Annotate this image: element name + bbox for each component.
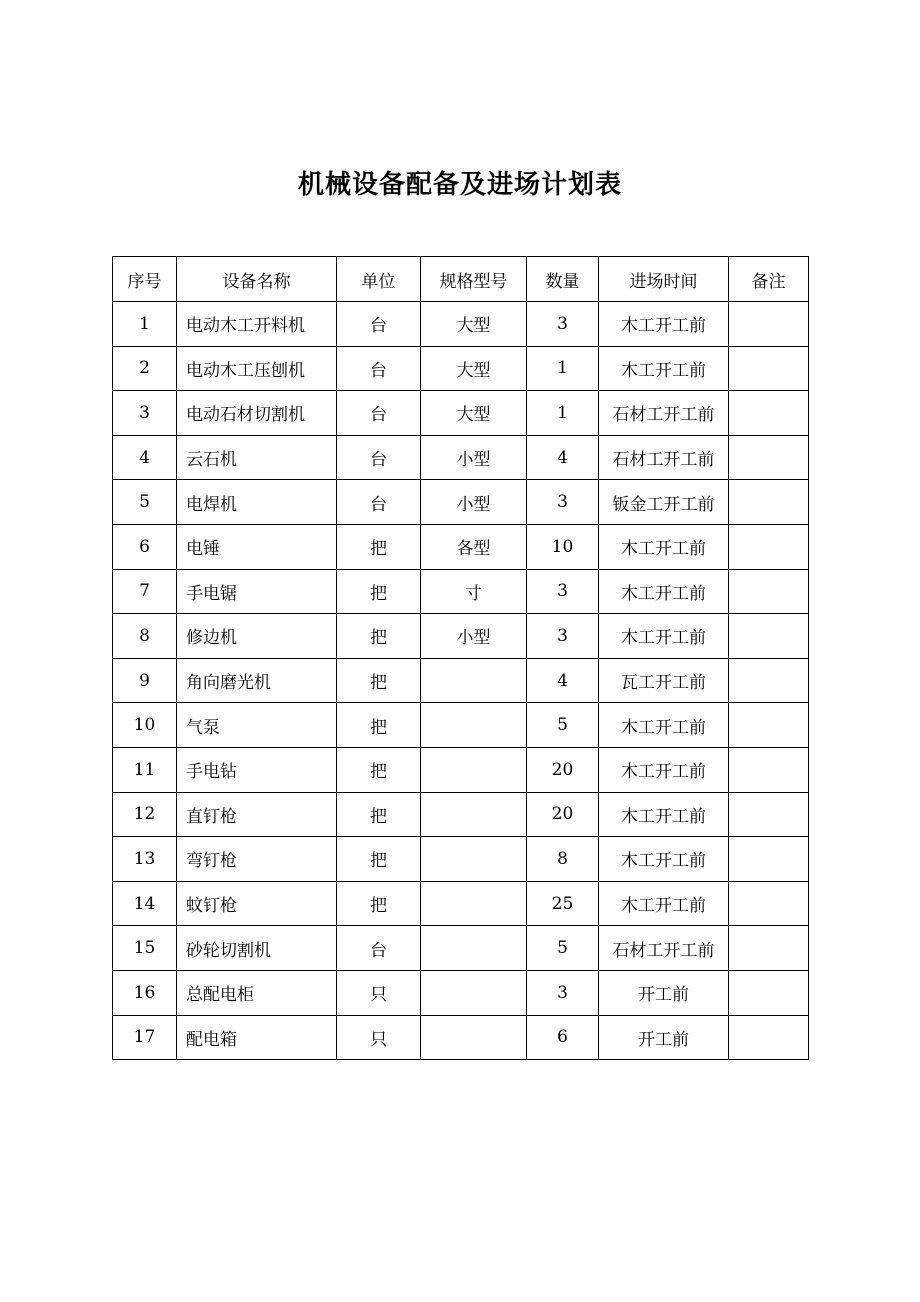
cell-equipment-name: 电锤 — [177, 524, 337, 569]
cell-quantity: 5 — [527, 926, 599, 971]
table-row — [113, 837, 809, 882]
cell-quantity: 3 — [527, 569, 599, 614]
equipment-table — [112, 256, 809, 1060]
cell-note — [729, 302, 809, 347]
cell-quantity: 5 — [527, 703, 599, 748]
cell-arrival-time: 木工开工前 — [599, 302, 729, 347]
cell-arrival-time: 木工开工前 — [599, 614, 729, 659]
cell-equipment-name: 蚊钉枪 — [177, 881, 337, 926]
table-header-row — [113, 257, 809, 302]
cell-quantity: 6 — [527, 1015, 599, 1060]
cell-unit: 把 — [337, 614, 421, 659]
cell-note — [729, 1015, 809, 1060]
cell-quantity: 3 — [527, 614, 599, 659]
cell-no: 1 — [113, 302, 177, 347]
header-time: 进场时间 — [599, 257, 729, 302]
cell-no: 16 — [113, 970, 177, 1015]
cell-quantity: 3 — [527, 302, 599, 347]
cell-quantity: 4 — [527, 435, 599, 480]
cell-quantity: 3 — [527, 970, 599, 1015]
cell-note — [729, 837, 809, 882]
cell-arrival-time: 开工前 — [599, 1015, 729, 1060]
cell-note — [729, 614, 809, 659]
cell-quantity: 4 — [527, 658, 599, 703]
table-row — [113, 747, 809, 792]
cell-unit: 把 — [337, 703, 421, 748]
cell-note — [729, 703, 809, 748]
header-name: 设备名称 — [177, 257, 337, 302]
cell-no: 10 — [113, 703, 177, 748]
cell-unit: 把 — [337, 524, 421, 569]
table-row — [113, 970, 809, 1015]
table-row — [113, 302, 809, 347]
cell-equipment-name: 电焊机 — [177, 480, 337, 525]
cell-spec: 大型 — [421, 302, 527, 347]
cell-unit: 把 — [337, 837, 421, 882]
cell-note — [729, 970, 809, 1015]
cell-unit: 把 — [337, 792, 421, 837]
cell-unit: 台 — [337, 480, 421, 525]
table-row — [113, 1015, 809, 1060]
cell-quantity: 10 — [527, 524, 599, 569]
cell-quantity: 3 — [527, 480, 599, 525]
header-no: 序号 — [113, 257, 177, 302]
cell-arrival-time: 木工开工前 — [599, 792, 729, 837]
table-row — [113, 569, 809, 614]
cell-unit: 台 — [337, 302, 421, 347]
cell-spec: 各型 — [421, 524, 527, 569]
cell-no: 7 — [113, 569, 177, 614]
cell-quantity: 25 — [527, 881, 599, 926]
cell-unit: 只 — [337, 970, 421, 1015]
cell-spec: 大型 — [421, 346, 527, 391]
cell-spec — [421, 970, 527, 1015]
table-row — [113, 346, 809, 391]
cell-arrival-time: 木工开工前 — [599, 569, 729, 614]
cell-unit: 把 — [337, 658, 421, 703]
cell-note — [729, 658, 809, 703]
cell-unit: 台 — [337, 435, 421, 480]
cell-quantity: 20 — [527, 747, 599, 792]
table-row — [113, 926, 809, 971]
header-spec: 规格型号 — [421, 257, 527, 302]
cell-no: 15 — [113, 926, 177, 971]
cell-quantity: 1 — [527, 391, 599, 436]
cell-unit: 台 — [337, 391, 421, 436]
table-row — [113, 480, 809, 525]
cell-no: 13 — [113, 837, 177, 882]
cell-no: 6 — [113, 524, 177, 569]
cell-unit: 把 — [337, 569, 421, 614]
cell-spec — [421, 837, 527, 882]
cell-no: 9 — [113, 658, 177, 703]
cell-spec — [421, 747, 527, 792]
cell-equipment-name: 角向磨光机 — [177, 658, 337, 703]
cell-arrival-time: 石材工开工前 — [599, 435, 729, 480]
cell-spec: 小型 — [421, 480, 527, 525]
cell-equipment-name: 弯钉枪 — [177, 837, 337, 882]
table-row — [113, 524, 809, 569]
cell-spec — [421, 926, 527, 971]
page-title: 机械设备配备及进场计划表 — [297, 170, 622, 200]
cell-spec: 大型 — [421, 391, 527, 436]
cell-note — [729, 524, 809, 569]
cell-arrival-time: 钣金工开工前 — [599, 480, 729, 525]
cell-quantity: 20 — [527, 792, 599, 837]
cell-unit: 把 — [337, 747, 421, 792]
cell-spec: 小型 — [421, 435, 527, 480]
cell-spec — [421, 881, 527, 926]
cell-equipment-name: 修边机 — [177, 614, 337, 659]
table-body — [113, 302, 809, 1060]
cell-equipment-name: 手电钻 — [177, 747, 337, 792]
cell-equipment-name: 电动木工压刨机 — [177, 346, 337, 391]
cell-no: 5 — [113, 480, 177, 525]
table-row — [113, 435, 809, 480]
cell-unit: 把 — [337, 881, 421, 926]
table-row — [113, 703, 809, 748]
cell-quantity: 1 — [527, 346, 599, 391]
cell-arrival-time: 石材工开工前 — [599, 391, 729, 436]
cell-no: 11 — [113, 747, 177, 792]
cell-equipment-name: 总配电柜 — [177, 970, 337, 1015]
cell-note — [729, 480, 809, 525]
table-row — [113, 391, 809, 436]
cell-note — [729, 435, 809, 480]
table-row — [113, 792, 809, 837]
cell-note — [729, 391, 809, 436]
cell-arrival-time: 瓦工开工前 — [599, 658, 729, 703]
cell-spec: 小型 — [421, 614, 527, 659]
cell-no: 14 — [113, 881, 177, 926]
header-qty: 数量 — [527, 257, 599, 302]
cell-equipment-name: 电动木工开料机 — [177, 302, 337, 347]
cell-note — [729, 926, 809, 971]
cell-spec — [421, 703, 527, 748]
cell-equipment-name: 砂轮切割机 — [177, 926, 337, 971]
cell-arrival-time: 木工开工前 — [599, 881, 729, 926]
cell-arrival-time: 木工开工前 — [599, 747, 729, 792]
cell-no: 12 — [113, 792, 177, 837]
cell-arrival-time: 木工开工前 — [599, 524, 729, 569]
cell-equipment-name: 气泵 — [177, 703, 337, 748]
cell-no: 8 — [113, 614, 177, 659]
header-note: 备注 — [729, 257, 809, 302]
cell-arrival-time: 石材工开工前 — [599, 926, 729, 971]
cell-arrival-time: 木工开工前 — [599, 837, 729, 882]
table-row — [113, 614, 809, 659]
cell-no: 17 — [113, 1015, 177, 1060]
cell-note — [729, 346, 809, 391]
cell-no: 3 — [113, 391, 177, 436]
cell-arrival-time: 开工前 — [599, 970, 729, 1015]
cell-unit: 只 — [337, 1015, 421, 1060]
cell-equipment-name: 直钉枪 — [177, 792, 337, 837]
cell-spec — [421, 1015, 527, 1060]
cell-unit: 台 — [337, 346, 421, 391]
cell-note — [729, 881, 809, 926]
header-unit: 单位 — [337, 257, 421, 302]
cell-note — [729, 792, 809, 837]
cell-spec: 寸 — [421, 569, 527, 614]
cell-arrival-time: 木工开工前 — [599, 346, 729, 391]
cell-spec — [421, 658, 527, 703]
table-row — [113, 658, 809, 703]
cell-equipment-name: 电动石材切割机 — [177, 391, 337, 436]
cell-note — [729, 569, 809, 614]
cell-spec — [421, 792, 527, 837]
cell-note — [729, 747, 809, 792]
cell-equipment-name: 配电箱 — [177, 1015, 337, 1060]
cell-arrival-time: 木工开工前 — [599, 703, 729, 748]
cell-no: 4 — [113, 435, 177, 480]
cell-unit: 台 — [337, 926, 421, 971]
table-row — [113, 881, 809, 926]
cell-no: 2 — [113, 346, 177, 391]
cell-equipment-name: 手电锯 — [177, 569, 337, 614]
cell-equipment-name: 云石机 — [177, 435, 337, 480]
cell-quantity: 8 — [527, 837, 599, 882]
